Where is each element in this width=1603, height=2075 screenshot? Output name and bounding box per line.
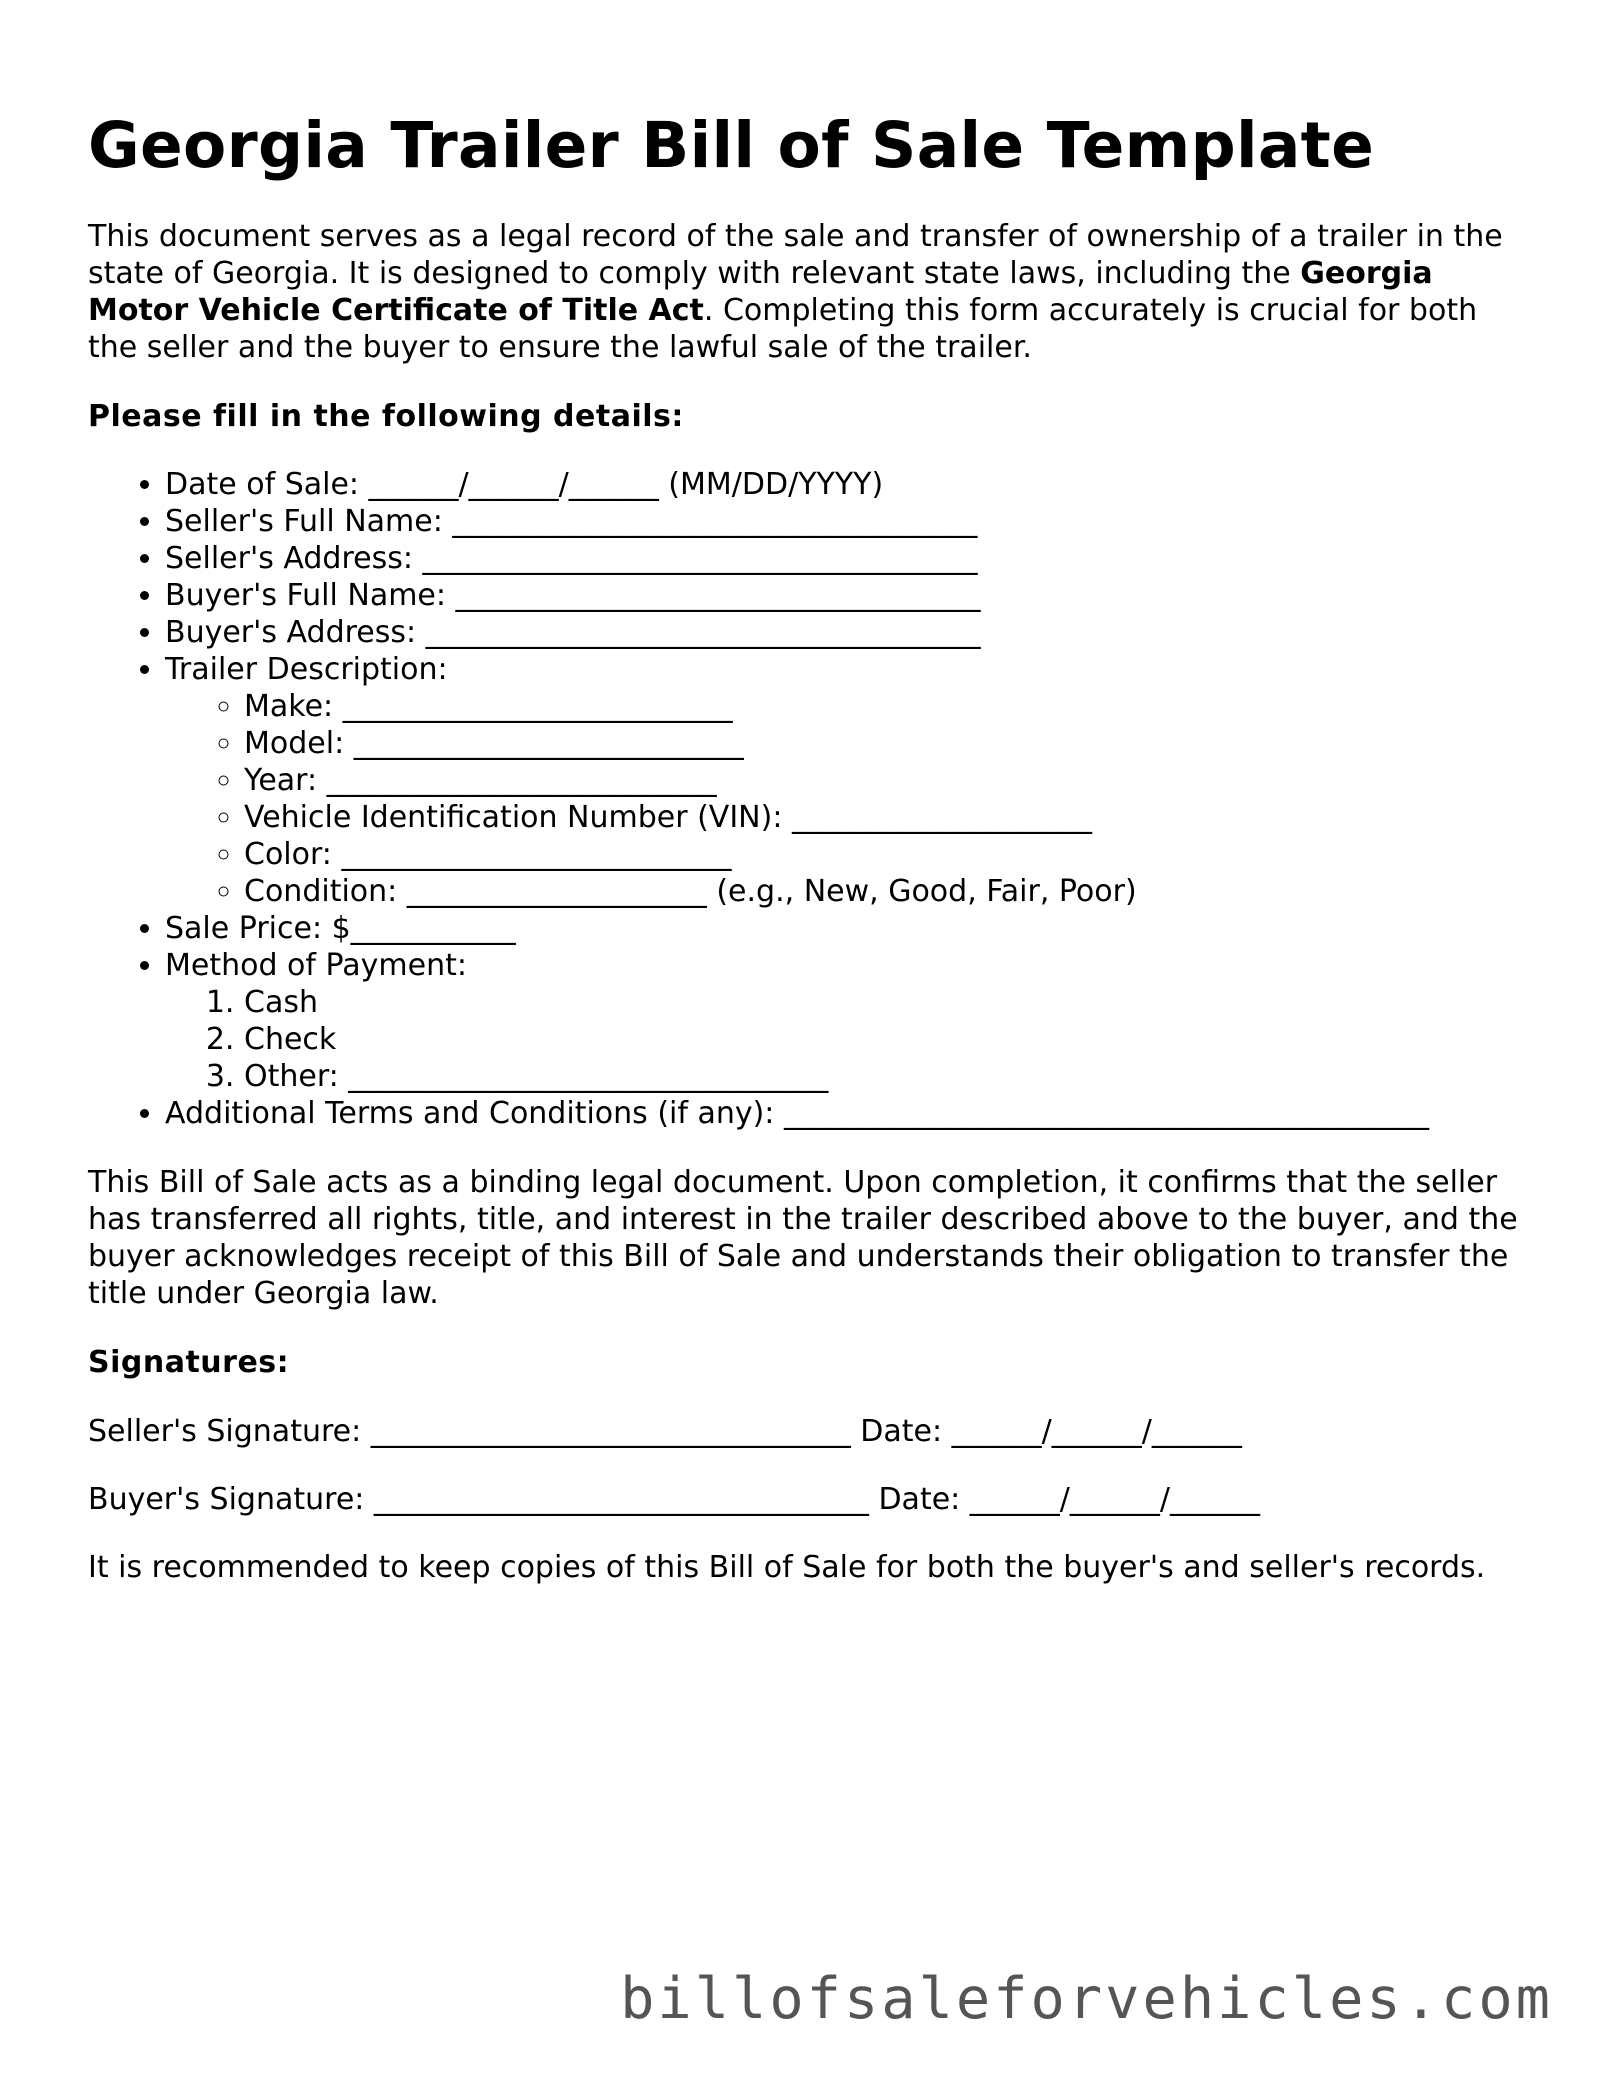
seller-signature-line[interactable]: Seller's Signature: ________________________________ Date: ______/______/______ — [88, 1413, 1242, 1449]
color-field[interactable]: ◦ Color: __________________________ — [244, 836, 1528, 873]
payment-method-list — [165, 984, 1528, 1095]
condition-field[interactable]: ◦ Condition: ____________________ (e.g., New, Good, Fair, Poor) — [244, 873, 1528, 910]
payment-option-cash[interactable]: 1. Cash — [244, 984, 1528, 1021]
document-page — [88, 108, 1528, 1586]
date-of-sale-field[interactable]: • Date of Sale: ______/______/______ (MM/DD/YYYY) — [165, 466, 1528, 503]
vin-field[interactable]: ◦ Vehicle Identification Number (VIN): ____________________ — [244, 799, 1528, 836]
year-field[interactable]: ◦ Year: __________________________ — [244, 762, 1528, 799]
title-act-name: Georgia Motor Vehicle Certificate of Title Act — [88, 255, 1433, 328]
trailer-description-label: Trailer Description: — [165, 651, 448, 687]
seller-address-field[interactable]: • Seller's Address: _____________________________________ — [165, 540, 1528, 577]
intro-paragraph — [88, 218, 1528, 366]
payment-method-label: Method of Payment: — [165, 947, 467, 983]
additional-terms-field[interactable]: • Additional Terms and Conditions (if any): ___________________________________________ — [165, 1095, 1528, 1132]
intro-text-start: This document serves as a legal record of the sale and transfer of ownership of a trailer in the state of Georgia. It is designed to comply with relevant state laws, including the — [88, 218, 1503, 291]
buyer-address-field[interactable]: • Buyer's Address: _____________________________________ — [165, 614, 1528, 651]
site-watermark: billofsaleforvehicles.com — [620, 1966, 1553, 2032]
seller-name-field[interactable]: • Seller's Full Name: ___________________________________ — [165, 503, 1528, 540]
details-heading: Please fill in the following details: — [88, 398, 684, 434]
trailer-description-item — [165, 651, 1528, 910]
signatures-heading: Signatures: — [88, 1344, 290, 1380]
sale-price-field[interactable]: • Sale Price: $___________ — [165, 910, 1528, 947]
trailer-description-list — [165, 688, 1528, 910]
make-field[interactable]: ◦ Make: __________________________ — [244, 688, 1528, 725]
payment-option-other[interactable]: 3. Other: ________________________________ — [244, 1058, 1528, 1095]
binding-paragraph: This Bill of Sale acts as a binding legal document. Upon completion, it confirms that the seller has transferred all rights, title, and interest in the trailer described above to the buyer, and the buyer acknowledges receipt of this Bill of Sale and understands their obligation to transfer the title under Georgia law. — [88, 1164, 1518, 1311]
intro-text-end: . Completing this form accurately is crucial for both the seller and the buyer to ensure the lawful sale of the trailer. — [88, 292, 1478, 365]
model-field[interactable]: ◦ Model: __________________________ — [244, 725, 1528, 762]
buyer-name-field[interactable]: • Buyer's Full Name: ___________________________________ — [165, 577, 1528, 614]
payment-option-check[interactable]: 2. Check — [244, 1021, 1528, 1058]
buyer-signature-line[interactable]: Buyer's Signature: _________________________________ Date: ______/______/______ — [88, 1481, 1261, 1517]
details-list — [88, 466, 1528, 1132]
closing-paragraph: It is recommended to keep copies of this Bill of Sale for both the buyer's and seller's records. — [88, 1549, 1486, 1585]
payment-method-item — [165, 947, 1528, 1095]
page-title: Georgia Trailer Bill of Sale Template — [88, 109, 1375, 182]
